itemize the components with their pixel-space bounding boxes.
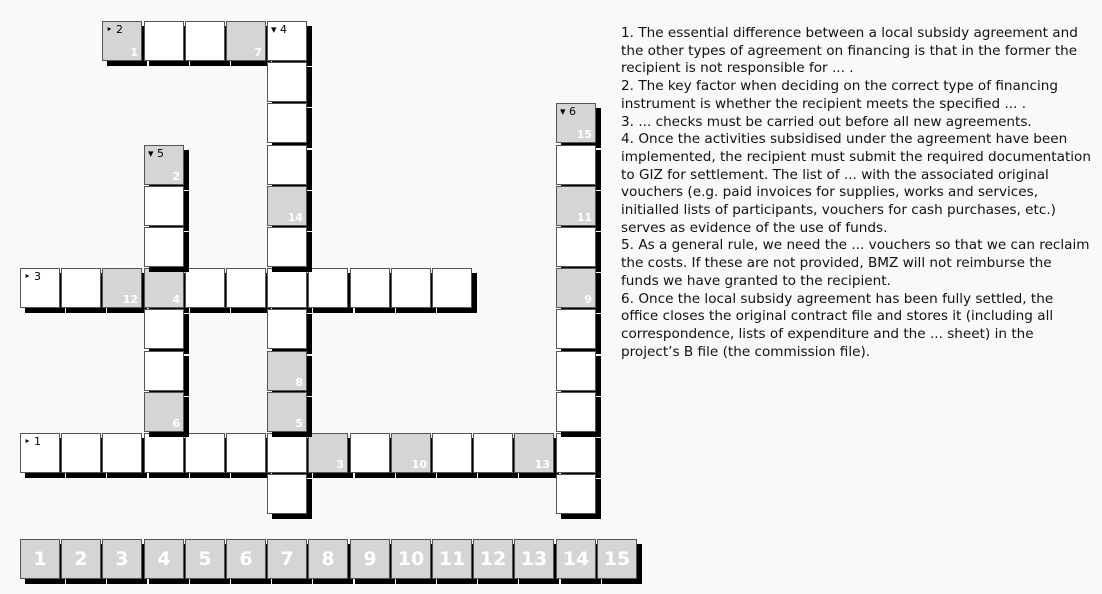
grid-cell[interactable] <box>144 309 184 349</box>
grid-cell[interactable] <box>144 392 184 432</box>
clue-number-label: ‣ 2 <box>106 23 123 36</box>
solution-index-label: 12 <box>122 293 138 306</box>
grid-cell[interactable] <box>102 21 142 61</box>
solution-index-label: 4 <box>172 293 180 306</box>
grid-cell[interactable] <box>556 227 596 267</box>
clue-4: 4. Once the activities subsidised under the agreement have been implemented, the recipient must submit the required documentation to GIZ for settlement. The list of ... with the associated original vouchers (e.g. paid invoices for supplies, works and services, initialled lists of participants, vouchers for cash purchases, etc.) serves as evidence of the use of funds. <box>621 131 1091 236</box>
solution-index-label: 6 <box>172 417 180 430</box>
clue-number-label: ▾ 4 <box>271 23 288 36</box>
grid-cell[interactable] <box>267 62 307 102</box>
grid-cell[interactable] <box>144 186 184 226</box>
grid-cell[interactable] <box>556 268 596 308</box>
grid-cell[interactable] <box>61 268 101 308</box>
grid-cell[interactable] <box>308 268 348 308</box>
grid-cell[interactable] <box>556 474 596 514</box>
grid-cell[interactable] <box>473 433 513 473</box>
grid-cell[interactable] <box>267 145 307 185</box>
grid-cell[interactable] <box>226 21 266 61</box>
solution-cell[interactable]: 14 <box>556 539 596 579</box>
grid-cell[interactable] <box>267 392 307 432</box>
grid-cell[interactable] <box>391 268 431 308</box>
clue-5: 5. As a general rule, we need the ... vouchers so that we can reclaim the costs. If these are not provided, BMZ will not reimburse the funds we have granted to the recipient. <box>621 237 1090 289</box>
solution-index-label: 5 <box>295 417 303 430</box>
solution-cell[interactable]: 10 <box>391 539 431 579</box>
solution-index-label: 14 <box>287 211 303 224</box>
grid-cell[interactable] <box>556 433 596 473</box>
solution-index-label: 3 <box>336 458 344 471</box>
grid-cell[interactable] <box>267 309 307 349</box>
grid-cell[interactable] <box>20 433 60 473</box>
solution-index-label: 11 <box>576 211 592 224</box>
grid-cell[interactable] <box>432 433 472 473</box>
grid-cell[interactable] <box>185 433 225 473</box>
grid-cell[interactable] <box>267 351 307 391</box>
solution-cell[interactable]: 2 <box>61 539 101 579</box>
grid-cell[interactable] <box>185 268 225 308</box>
grid-cell[interactable] <box>226 433 266 473</box>
clue-list <box>621 25 1093 361</box>
clue-number-label: ‣ 1 <box>24 435 41 448</box>
grid-cell[interactable] <box>308 433 348 473</box>
grid-cell[interactable] <box>267 21 307 61</box>
solution-cell[interactable]: 8 <box>308 539 348 579</box>
solution-index-label: 2 <box>172 170 180 183</box>
grid-cell[interactable] <box>185 21 225 61</box>
grid-cell[interactable] <box>102 433 142 473</box>
grid-cell[interactable] <box>144 227 184 267</box>
grid-cell[interactable] <box>432 268 472 308</box>
solution-cell[interactable]: 13 <box>514 539 554 579</box>
solution-cell[interactable]: 9 <box>350 539 390 579</box>
grid-cell[interactable] <box>267 227 307 267</box>
grid-cell[interactable] <box>20 268 60 308</box>
solution-index-label: 8 <box>295 376 303 389</box>
grid-cell[interactable] <box>267 268 307 308</box>
grid-cell[interactable] <box>144 268 184 308</box>
grid-cell[interactable] <box>267 433 307 473</box>
grid-cell[interactable] <box>144 21 184 61</box>
clue-6: 6. Once the local subsidy agreement has been fully settled, the office closes the original contract file and stores it (including all correspondence, lists of expenditure and the ... sheet) in the project’s B file (the commission file). <box>621 290 1054 360</box>
solution-index-label: 10 <box>411 458 427 471</box>
solution-index-label: 13 <box>534 458 550 471</box>
solution-cell[interactable]: 7 <box>267 539 307 579</box>
solution-cell[interactable]: 15 <box>597 539 637 579</box>
grid-cell[interactable] <box>226 268 266 308</box>
grid-cell[interactable] <box>556 351 596 391</box>
solution-cell[interactable]: 12 <box>473 539 513 579</box>
grid-cell[interactable] <box>267 474 307 514</box>
clue-3: 3. ... checks must be carried out before all new agreements. <box>621 113 1032 130</box>
clue-number-label: ▾ 5 <box>148 147 165 160</box>
grid-cell[interactable] <box>514 433 554 473</box>
grid-cell[interactable] <box>144 351 184 391</box>
solution-index-label: 1 <box>130 46 138 59</box>
grid-cell[interactable] <box>102 268 142 308</box>
grid-cell[interactable] <box>267 103 307 143</box>
solution-index-label: 7 <box>254 46 262 59</box>
solution-index-label: 9 <box>584 293 592 306</box>
grid-cell[interactable] <box>144 145 184 185</box>
solution-cell[interactable]: 5 <box>185 539 225 579</box>
grid-cell[interactable] <box>556 103 596 143</box>
clue-number-label: ▾ 6 <box>560 105 577 118</box>
solution-cell[interactable]: 4 <box>144 539 184 579</box>
grid-cell[interactable] <box>556 392 596 432</box>
grid-cell[interactable] <box>556 309 596 349</box>
solution-cell[interactable]: 6 <box>226 539 266 579</box>
grid-cell[interactable] <box>144 433 184 473</box>
grid-cell[interactable] <box>61 433 101 473</box>
clue-1: 1. The essential difference between a local subsidy agreement and the other types of agreement on financing is that in the former the recipient is not responsible for ... . <box>621 25 1078 77</box>
solution-cell[interactable]: 3 <box>102 539 142 579</box>
grid-cell[interactable] <box>350 268 390 308</box>
solution-cell[interactable]: 11 <box>432 539 472 579</box>
grid-cell[interactable] <box>556 186 596 226</box>
grid-cell[interactable] <box>391 433 431 473</box>
clue-number-label: ‣ 3 <box>24 270 41 283</box>
solution-cell[interactable]: 1 <box>20 539 60 579</box>
grid-cell[interactable] <box>556 145 596 185</box>
solution-index-label: 15 <box>576 128 592 141</box>
grid-cell[interactable] <box>267 186 307 226</box>
grid-cell[interactable] <box>350 433 390 473</box>
clue-2: 2. The key factor when deciding on the correct type of financing instrument is whether the recipient meets the specified ... . <box>621 78 1058 112</box>
